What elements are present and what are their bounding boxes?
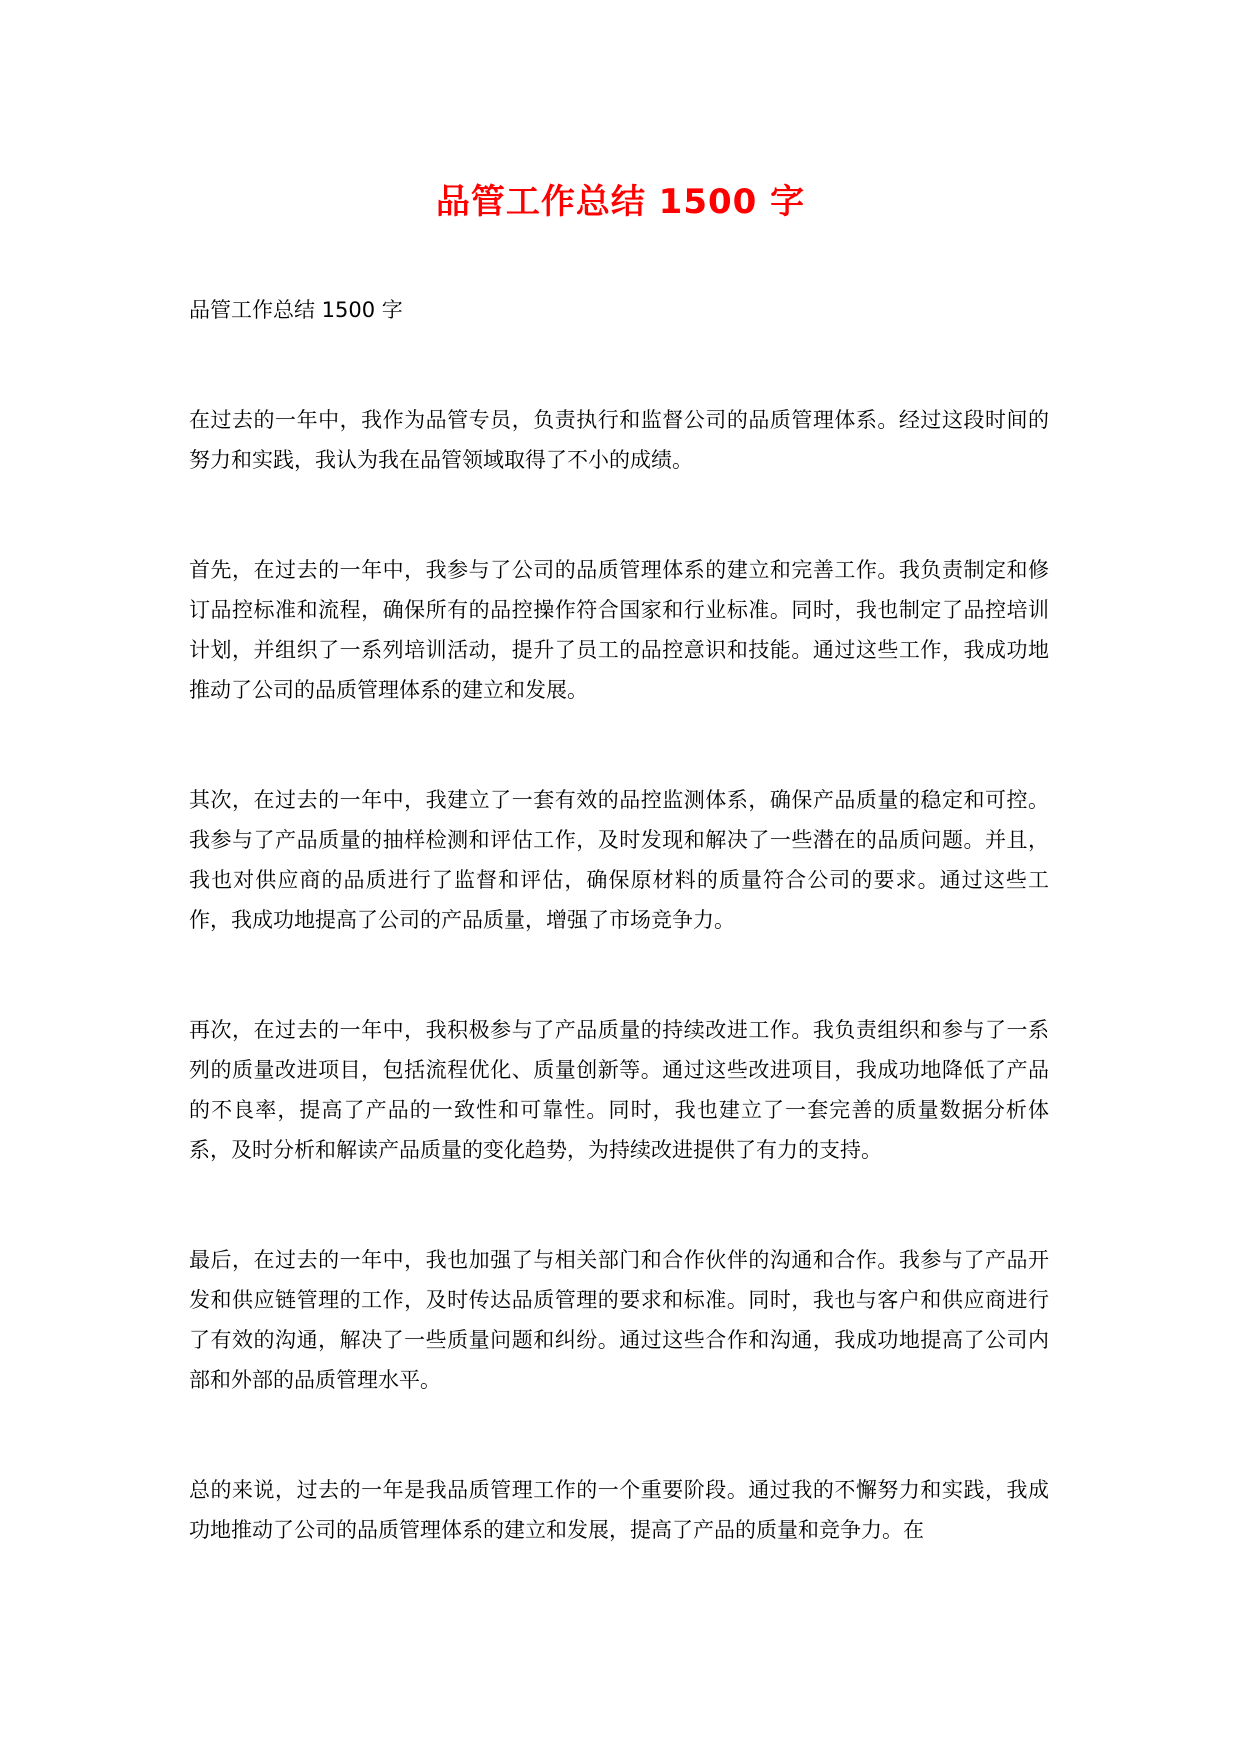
paragraph-third: 再次，在过去的一年中，我积极参与了产品质量的持续改进工作。我负责组织和参与了一系列的质量改进项目，包括流程优化、质量创新等。通过这些改进项目，我成功地降低了产品的不良率，提高了产品的一致性和可靠性。同时，我也建立了一套完善的质量数据分析体系，及时分析和解读产品质量的变化趋势，为持续改进提供了有力的支持。 — [189, 1018, 1049, 1162]
paragraph-intro: 在过去的一年中，我作为品管专员，负责执行和监督公司的品质管理体系。经过这段时间的努力和实践，我认为我在品管领域取得了不小的成绩。 — [189, 408, 1049, 472]
paragraph-summary: 总的来说，过去的一年是我品质管理工作的一个重要阶段。通过我的不懈努力和实践，我成功地推动了公司的品质管理体系的建立和发展，提高了产品的质量和竞争力。在 — [189, 1478, 1049, 1542]
document-title: 品管工作总结 1500 字 — [435, 182, 806, 222]
paragraph-second: 其次，在过去的一年中，我建立了一套有效的品控监测体系，确保产品质量的稳定和可控。我参与了产品质量的抽样检测和评估工作，及时发现和解决了一些潜在的品质问题。并且，我也对供应商的品质进行了监督和评估，确保原材料的质量符合公司的要求。通过这些工作，我成功地提高了公司的产品质量，增强了市场竞争力。 — [189, 788, 1049, 932]
paragraph-last: 最后，在过去的一年中，我也加强了与相关部门和合作伙伴的沟通和合作。我参与了产品开发和供应链管理的工作，及时传达品质管理的要求和标准。同时，我也与客户和供应商进行了有效的沟通，解决了一些质量问题和纠纷。通过这些合作和沟通，我成功地提高了公司内部和外部的品质管理水平。 — [189, 1248, 1049, 1392]
paragraph-first: 首先，在过去的一年中，我参与了公司的品质管理体系的建立和完善工作。我负责制定和修订品控标准和流程，确保所有的品控操作符合国家和行业标准。同时，我也制定了品控培训计划，并组织了一系列培训活动，提升了员工的品控意识和技能。通过这些工作，我成功地推动了公司的品质管理体系的建立和发展。 — [189, 558, 1049, 702]
document-body — [189, 400, 1049, 1620]
document-subtitle: 品管工作总结 1500 字 — [189, 298, 403, 322]
